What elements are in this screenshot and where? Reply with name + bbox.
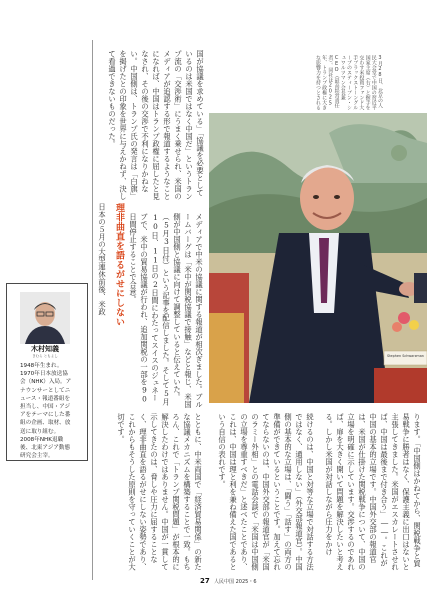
article-column-3: とともに、中米両国で「経済貿易関係」の新たな協議メカニズムを構築することで一致。もちろん、これで「トランプ関税問題」が根本的に解決したわけではありません。中国が一貫して示してきたのは、脅しや圧力に屈することなく、理非曲直を語るがせにしない姿勢であり、これからもそうした原則を守っていくことが大切です。 [117,413,203,571]
magazine-issue: 人民中国 2025・6 [214,579,257,585]
lead-text: 日本の５月の大型連休前後、米政 [98,203,107,316]
name-card-text: Stephen Schwarzman [387,354,424,358]
article-column-1: 国が協議を求めている」「協議を必要としているのは米国ではなく中国だ」というトランプ流の「交渉術」にうまく乗せられ、米国のメディアが追認する形で報道するようなことになれば、中国はトランプ政権に屈したと見なされ、その後の交渉で不利になりかねない。中国側は、トランプ氏の発言は「白旗」を掲げたとの印象を世界に与えかねず、決して看過できないものだった。 [108,50,205,200]
article-column-2: メディアで中米の協議に関する報道が相次ぎました。ブルームバーグは「米中が関税協議で接触」などと報じ、米国側が中国側と協議に向けて調整していると伝えていた。（5月3日付）という記事を配信しました。そして5月10日、11日の2日間にわたってスイスのジュネーブで、米中の貿易協議が行われ、追加関税の一部を90日間停止することで合意。 [129,213,204,408]
author-avatar [20,292,70,344]
article-column-5: ります。「中国側はかねてから、関税戦争と貿易戦争に勝者はなく、保護主義に出口はないと主張してきました。米国がエスカレートさせれば、中国は最後まで付き合う」――。これが中国の基本的立場です。中国外交部の報道官は、米国が仕掛けた関税戦争について、中国の立場を明確に示しています。交渉するのであれば、扉を大きく開いて問題を解決したいと考える。しかし米国が対話しながら圧力をかけ [325,413,422,571]
avatar-illustration [20,292,70,344]
column-divider [92,40,93,580]
author-name-kana: きむら ともよし [32,354,58,358]
article-column-4: 続けるのは、中国と対等な立場で対話する方法ではなく、通用しない」（外交部報道官）。中国側の基本的な立場は、「闘う」「話す」の両方の準備ができているということです。加えて忘れてならないのは、中国外交部の報道官が「米国のラミー外相」との電話会談で「米国は中国側の立場を尊重すべきだ」と述べたことであり、これは、中国は理と利を兼ね備えた国であるという自信の表れです。 [218,413,315,571]
section-headline: 理非曲直を語るがせにしない [114,203,124,327]
photo-illustration [209,113,427,403]
author-name: 木村知義 [31,345,59,353]
author-bio: 1948年生まれ。1970年日本放送協会（NHK）入局。アナウンサーとしてニュース・報道番組を担当し、中国・アジアをテーマにした番組の企画、取材、放送に取り組む。2008年NHK退職後、北東アジア動態研究会主宰。 [20,363,72,460]
page-number: 27 [200,577,210,585]
photo-caption: 3月28日、北京の人民大会堂で中国の習近平国家主席（右）と握手を交わす米投資ファンド大手ブラックストーングループのスティーブン・シュワルツマン会長兼CEO（最高経営責任者）。同社は2025年、トランプ政権に大きな影響力を持つとされる [314,55,383,110]
handshake-photo [209,113,427,403]
